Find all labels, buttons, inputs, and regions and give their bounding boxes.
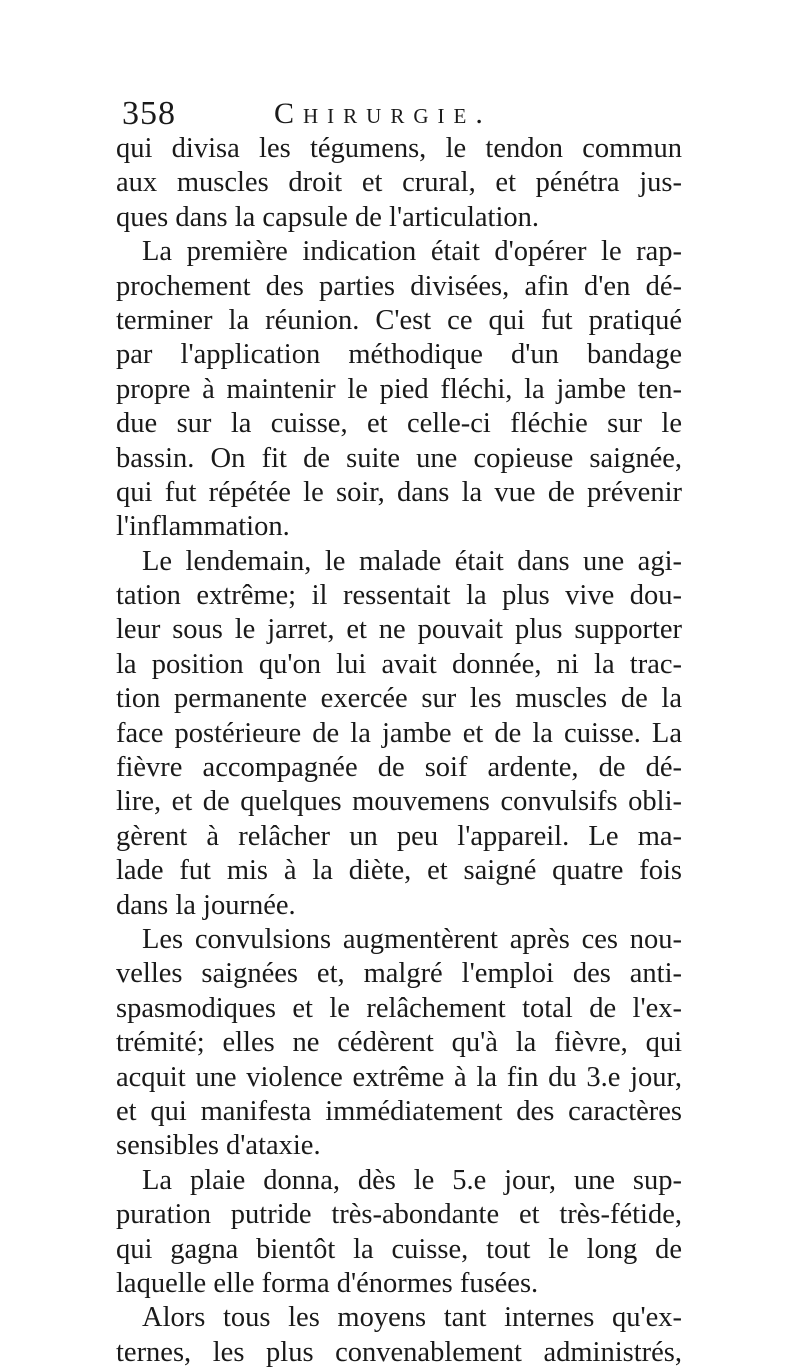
text-line: ternes, les plus convenablement administrés, [116, 1336, 682, 1368]
text-line: bassin. On fit de suite une copieuse saignée, [116, 442, 682, 474]
text-line: propre à maintenir le pied fléchi, la jambe ten- [116, 373, 682, 405]
text-line: terminer la réunion. C'est ce qui fut pratiqué [116, 304, 682, 336]
text-line: puration putride très-abondante et très-fétide, [116, 1199, 682, 1231]
text-line: acquit une violence extrême à la fin du 3.e jour, [116, 1061, 682, 1093]
text-line: qui gagna bientôt la cuisse, tout le long de [116, 1233, 682, 1265]
text-line: tion permanente exercée sur les muscles de la [116, 683, 682, 715]
text-line: lire, et de quelques mouvemens convulsifs obli- [116, 786, 682, 818]
text-line: laquelle elle forma d'énormes fusées. [116, 1267, 539, 1299]
text-line: fièvre accompagnée de soif ardente, de dé- [116, 752, 682, 784]
body-text [116, 132, 682, 1370]
text-line: l'inflammation. [116, 511, 290, 543]
text-line: leur sous le jarret, et ne pouvait plus supporter [116, 614, 682, 646]
text-line: tation extrême; il ressentait la plus vive dou- [116, 580, 682, 612]
text-line: velles saignées et, malgré l'emploi des anti- [116, 958, 682, 990]
text-line: aux muscles droit et crural, et pénétra jus- [116, 167, 682, 199]
text-line: qui divisa les tégumens, le tendon commun [116, 133, 682, 164]
text-line: par l'application méthodique d'un bandage [116, 339, 682, 371]
running-title: Chirurgie. [274, 97, 492, 130]
text-line: qui fut répétée le soir, dans la vue de prévenir [116, 476, 682, 508]
text-line: Le lendemain, le malade était dans une agi- [142, 545, 682, 577]
text-line: Les convulsions augmentèrent après ces nou- [142, 923, 682, 955]
text-line: face postérieure de la jambe et de la cuisse. La [116, 717, 682, 749]
text-line: dans la journée. [116, 889, 296, 921]
text-line: la position qu'on lui avait donnée, ni la trac- [116, 648, 682, 680]
text-line: spasmodiques et le relâchement total de l'ex- [116, 992, 682, 1024]
text-line: lade fut mis à la diète, et saigné quatre fois [116, 855, 682, 887]
text-line: prochement des parties divisées, afin d'en dé- [116, 270, 682, 302]
text-line: La première indication était d'opérer le rap- [142, 236, 682, 268]
text-line: due sur la cuisse, et celle-ci fléchie sur le [116, 408, 682, 440]
text-line: trémité; elles ne cédèrent qu'à la fièvre, qui [116, 1027, 682, 1059]
text-line: gèrent à relâcher un peu l'appareil. Le ma- [116, 820, 682, 852]
page-number: 358 [122, 95, 176, 132]
text-line: ques dans la capsule de l'articulation. [116, 201, 539, 233]
page-header [122, 92, 682, 136]
text-line: sensibles d'ataxie. [116, 1130, 321, 1162]
text-line: Alors tous les moyens tant internes qu'ex- [142, 1302, 682, 1334]
text-line: et qui manifesta immédiatement des caractères [116, 1095, 682, 1127]
text-line: La plaie donna, dès le 5.e jour, une sup- [142, 1164, 682, 1196]
